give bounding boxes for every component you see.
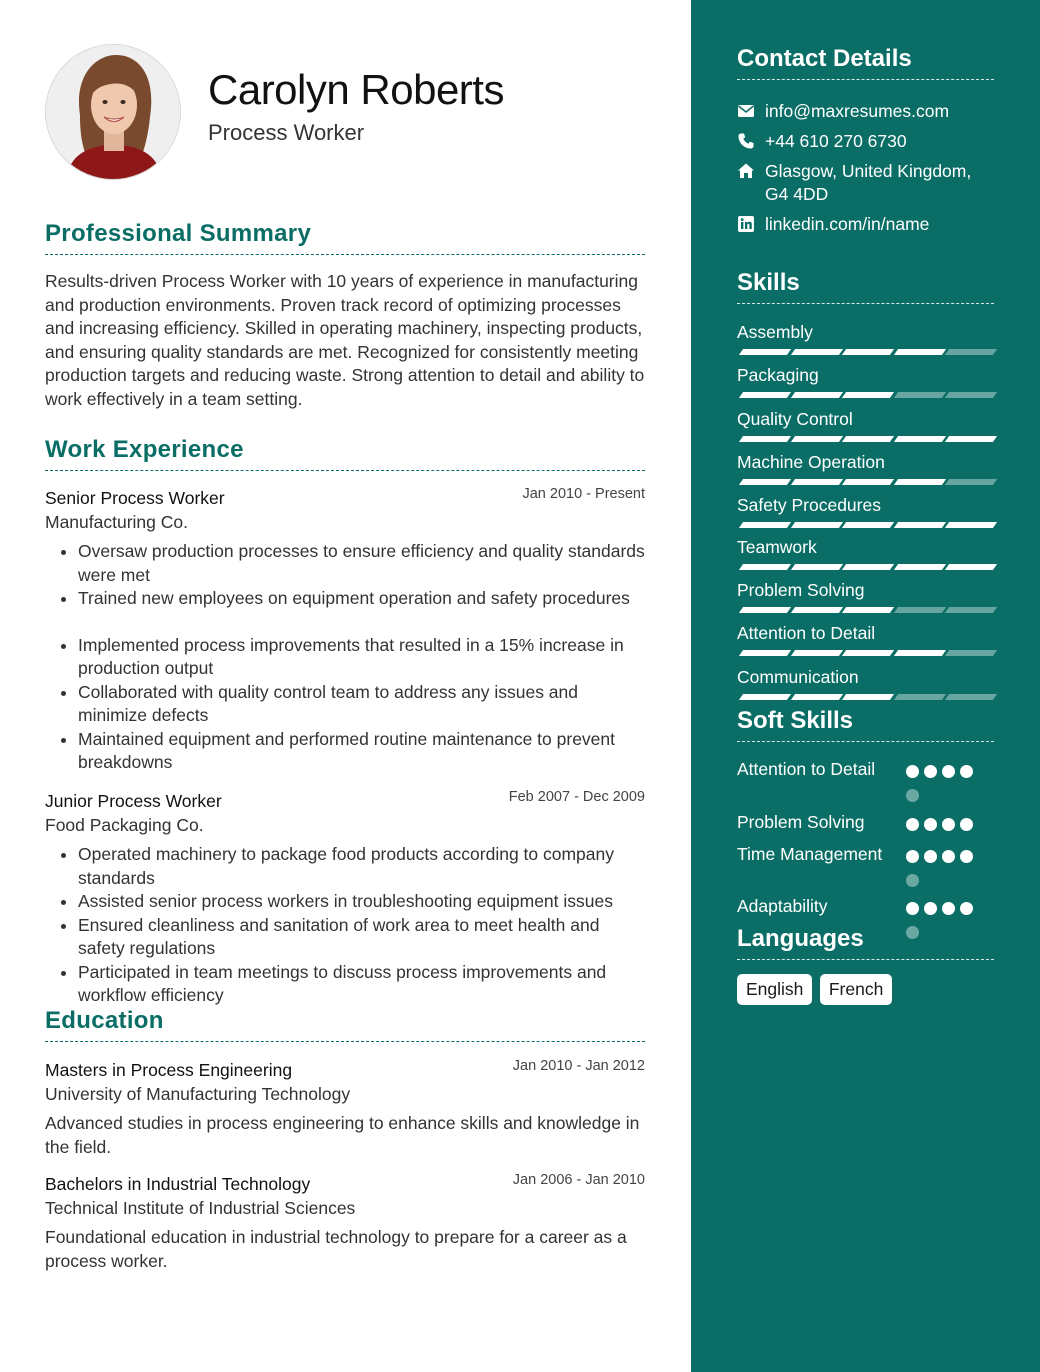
skill-level-segment: [739, 607, 791, 613]
candidate-name: Carolyn Roberts: [208, 66, 504, 113]
skill-item: [737, 321, 994, 343]
summary-text: Results-driven Process Worker with 10 years of experience in manufacturing and production environments. Proven track record of optimizing processes and increasing efficiency. Skilled in operating machinery, inspecting products, and ensuring quality standards are met. Recognized for consistently meeting production targets and reducing waste. Strong attention to detail and ability to work effectively in a team setting.: [45, 271, 645, 409]
education-description: Foundational education in industrial technology to prepare for a career as a process worker.: [45, 1227, 627, 1271]
skill-level-segment: [945, 564, 997, 570]
job-bullet: • Ensured cleanliness and sanitation of work area to meet health and safety regulations: [78, 914, 645, 961]
education-entry: [45, 1060, 645, 1159]
skill-name: Problem Solving: [737, 580, 865, 600]
skill-item: [737, 622, 994, 644]
job-bullets: [45, 843, 645, 1008]
job-dates: Feb 2007 - Dec 2009: [508, 789, 645, 805]
rating-dot: [906, 818, 919, 831]
skill-name: Attention to Detail: [737, 623, 876, 643]
skill-item: [737, 536, 994, 558]
linkedin-icon: [737, 215, 755, 233]
skill-level-segment: [739, 479, 791, 485]
job-company: Food Packaging Co.: [45, 815, 204, 835]
skill-level-segment: [842, 522, 894, 528]
job-bullet: • Maintained equipment and performed routine maintenance to prevent breakdowns: [78, 728, 645, 775]
avatar: [45, 44, 181, 180]
skill-name: Communication: [737, 667, 859, 687]
school-name: University of Manufacturing Technology: [45, 1084, 351, 1104]
school-name: Technical Institute of Industrial Sciences: [45, 1198, 356, 1218]
rating-dot: [942, 902, 955, 915]
skill-level-segment: [893, 522, 945, 528]
profile-photo: [46, 45, 181, 180]
rating-dot: [906, 902, 919, 915]
rating-dot: [906, 874, 919, 887]
skill-level-segment: [945, 650, 997, 656]
job-title: Senior Process Worker: [45, 488, 225, 508]
skill-level-segment: [739, 349, 791, 355]
skills-heading: Skills: [737, 269, 994, 304]
skill-level-segment: [893, 392, 945, 398]
skill-level-segment: [945, 349, 997, 355]
soft-skill-name: Time Management: [737, 844, 883, 864]
rating-dot: [942, 850, 955, 863]
language-badge: French: [820, 974, 892, 1005]
skill-level-bar: [737, 522, 994, 528]
candidate-role: Process Worker: [208, 120, 365, 145]
skill-level-segment: [945, 436, 997, 442]
job-bullet: • Trained new employees on equipment operation and safety procedures: [78, 587, 645, 611]
job-bullet: • Oversaw production processes to ensure efficiency and quality standards were met: [78, 540, 645, 587]
skill-item: [737, 579, 994, 601]
skill-level-bar: [737, 392, 994, 398]
email-text[interactable]: info@maxresumes.com: [765, 101, 950, 121]
skill-level-segment: [842, 436, 894, 442]
soft-skill-name: Problem Solving: [737, 812, 865, 832]
experience-heading: Work Experience: [45, 436, 645, 471]
skill-level-segment: [790, 694, 842, 700]
rating-dot: [906, 789, 919, 802]
skill-name: Packaging: [737, 365, 819, 385]
phone-text[interactable]: +44 610 270 6730: [765, 131, 907, 151]
linkedin-text[interactable]: linkedin.com/in/name: [765, 214, 930, 234]
skill-level-segment: [739, 694, 791, 700]
soft-skill-name: Adaptability: [737, 896, 828, 916]
education-entry: [45, 1174, 645, 1273]
skill-level-segment: [739, 436, 791, 442]
rating-dot: [924, 902, 937, 915]
skill-level-segment: [790, 564, 842, 570]
education-description: Advanced studies in process engineering to enhance skills and knowledge in the field.: [45, 1113, 640, 1157]
rating-dot: [924, 818, 937, 831]
skill-level-bar: [737, 564, 994, 570]
rating-dot: [960, 765, 973, 778]
rating-dot: [942, 818, 955, 831]
skill-level-bar: [737, 479, 994, 485]
job-bullets: [45, 540, 645, 775]
skill-level-segment: [842, 564, 894, 570]
skill-name: Quality Control: [737, 409, 853, 429]
skill-level-bar: [737, 607, 994, 613]
skill-level-segment: [842, 650, 894, 656]
education-dates: Jan 2006 - Jan 2010: [512, 1172, 645, 1188]
rating-dot: [924, 765, 937, 778]
skill-level-segment: [790, 479, 842, 485]
skill-level-segment: [893, 564, 945, 570]
job-bullet: • Implemented process improvements that resulted in a 15% increase in production output: [78, 634, 645, 681]
language-badge: English: [737, 974, 812, 1005]
skill-item: [737, 364, 994, 386]
job-bullet: • Participated in team meetings to discuss process improvements and workflow efficiency: [78, 961, 645, 1008]
skill-level-segment: [790, 607, 842, 613]
skill-level-segment: [945, 522, 997, 528]
skill-level-segment: [739, 392, 791, 398]
job-bullet: • Collaborated with quality control team to address any issues and minimize defects: [78, 681, 645, 728]
degree-title: Bachelors in Industrial Technology: [45, 1174, 311, 1194]
skill-name: Safety Procedures: [737, 495, 881, 515]
rating-dot: [924, 850, 937, 863]
skill-item: [737, 408, 994, 430]
job-bullet: • Operated machinery to package food products according to company standards: [78, 843, 645, 890]
skill-level-segment: [842, 607, 894, 613]
skill-level-bar: [737, 349, 994, 355]
soft-skills-heading: Soft Skills: [737, 707, 994, 742]
rating-dot: [942, 765, 955, 778]
skill-item: [737, 666, 994, 688]
summary-heading: Professional Summary: [45, 220, 645, 255]
skill-level-segment: [842, 479, 894, 485]
skill-name: Assembly: [737, 322, 813, 342]
skill-level-bar: [737, 694, 994, 700]
skill-level-segment: [842, 349, 894, 355]
skill-level-segment: [945, 694, 997, 700]
skill-level-segment: [945, 392, 997, 398]
skill-level-segment: [790, 392, 842, 398]
degree-title: Masters in Process Engineering: [45, 1060, 293, 1080]
rating-dot: [906, 850, 919, 863]
skill-level-segment: [790, 436, 842, 442]
job-entry: [45, 791, 645, 1008]
skill-level-segment: [842, 392, 894, 398]
skill-level-segment: [893, 607, 945, 613]
rating-dot: [906, 765, 919, 778]
skill-item: [737, 451, 994, 473]
skill-item: [737, 494, 994, 516]
education-dates: Jan 2010 - Jan 2012: [512, 1058, 645, 1074]
job-title: Junior Process Worker: [45, 791, 222, 811]
skill-level-bar: [737, 650, 994, 656]
skill-level-segment: [790, 650, 842, 656]
skill-level-segment: [893, 694, 945, 700]
skill-level-segment: [893, 436, 945, 442]
skill-level-bar: [737, 436, 994, 442]
skill-level-segment: [945, 607, 997, 613]
skill-name: Teamwork: [737, 537, 817, 557]
skill-level-segment: [893, 650, 945, 656]
job-company: Manufacturing Co.: [45, 512, 188, 532]
job-bullet: • Assisted senior process workers in troubleshooting equipment issues: [78, 890, 645, 914]
skill-level-segment: [739, 564, 791, 570]
address-text: Glasgow, United Kingdom, G4 4DD: [765, 161, 972, 204]
sidebar: [691, 0, 1040, 1372]
education-heading: Education: [45, 1007, 645, 1042]
skill-level-segment: [790, 522, 842, 528]
envelope-icon: [737, 102, 755, 120]
job-entry: [45, 488, 645, 775]
skill-level-segment: [945, 479, 997, 485]
phone-icon: [737, 132, 755, 150]
home-icon: [737, 162, 755, 180]
rating-dot: [960, 850, 973, 863]
skill-name: Machine Operation: [737, 452, 885, 472]
skill-level-segment: [893, 349, 945, 355]
skill-level-segment: [893, 479, 945, 485]
skill-level-segment: [739, 522, 791, 528]
rating-dot: [960, 902, 973, 915]
job-dates: Jan 2010 - Present: [522, 486, 645, 502]
contact-heading: Contact Details: [737, 45, 994, 80]
skill-level-segment: [790, 349, 842, 355]
languages-heading: Languages: [737, 925, 994, 960]
rating-dot: [960, 818, 973, 831]
soft-skill-name: Attention to Detail: [737, 759, 876, 779]
languages-list: [737, 974, 895, 1005]
skill-level-segment: [842, 694, 894, 700]
resume-header: [45, 44, 645, 184]
skill-level-segment: [739, 650, 791, 656]
